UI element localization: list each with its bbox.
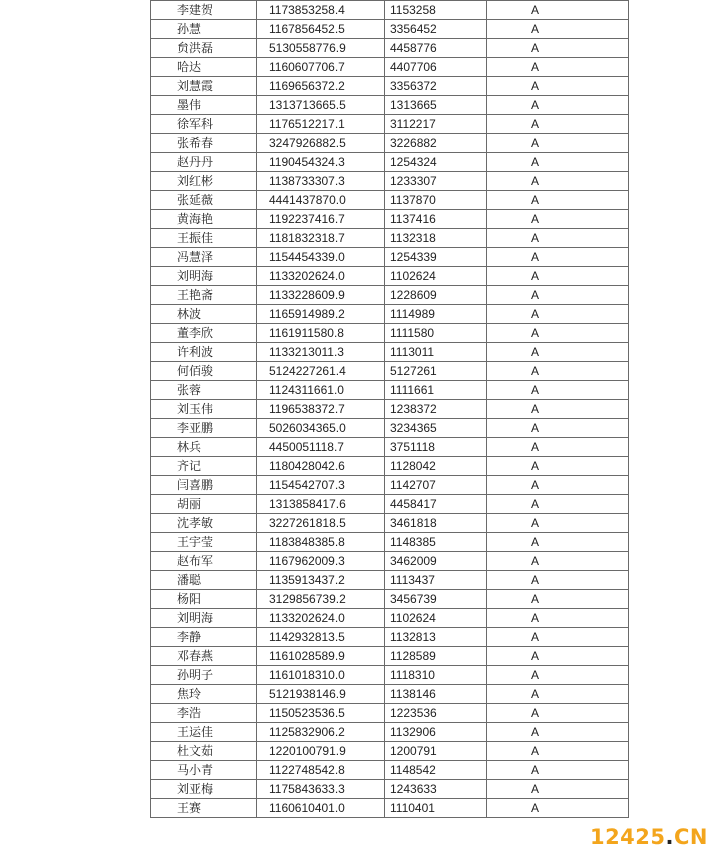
data-sheet bbox=[150, 0, 629, 818]
grade-cell: A bbox=[487, 457, 629, 476]
code-cell: 5127261 bbox=[385, 362, 487, 381]
table-row bbox=[151, 685, 629, 704]
number-cell: 1124311661.0 bbox=[257, 381, 385, 400]
table-row bbox=[151, 153, 629, 172]
name-cell: 林波 bbox=[151, 305, 257, 324]
name-cell: 胡丽 bbox=[151, 495, 257, 514]
grade-cell: A bbox=[487, 153, 629, 172]
code-cell: 1200791 bbox=[385, 742, 487, 761]
number-cell: 1192237416.7 bbox=[257, 210, 385, 229]
name-cell: 焦玲 bbox=[151, 685, 257, 704]
table-row bbox=[151, 305, 629, 324]
name-cell: 张蓉 bbox=[151, 381, 257, 400]
grade-cell: A bbox=[487, 571, 629, 590]
table-row bbox=[151, 666, 629, 685]
table-row bbox=[151, 77, 629, 96]
name-cell: 刘亚梅 bbox=[151, 780, 257, 799]
table-row bbox=[151, 248, 629, 267]
code-cell: 1132318 bbox=[385, 229, 487, 248]
grade-cell: A bbox=[487, 495, 629, 514]
table-row bbox=[151, 742, 629, 761]
number-cell: 5121938146.9 bbox=[257, 685, 385, 704]
grade-cell: A bbox=[487, 1, 629, 20]
roster-table bbox=[150, 0, 629, 818]
table-row bbox=[151, 571, 629, 590]
name-cell: 李建贺 bbox=[151, 1, 257, 20]
number-cell: 1220100791.9 bbox=[257, 742, 385, 761]
table-row bbox=[151, 514, 629, 533]
number-cell: 1160610401.0 bbox=[257, 799, 385, 818]
table-row bbox=[151, 96, 629, 115]
table-row bbox=[151, 438, 629, 457]
watermark-suffix: CN bbox=[674, 825, 708, 849]
name-cell: 杜文茹 bbox=[151, 742, 257, 761]
code-cell: 3461818 bbox=[385, 514, 487, 533]
code-cell: 3751118 bbox=[385, 438, 487, 457]
name-cell: 张延薇 bbox=[151, 191, 257, 210]
table-row bbox=[151, 172, 629, 191]
name-cell: 冯慧泽 bbox=[151, 248, 257, 267]
grade-cell: A bbox=[487, 191, 629, 210]
table-row bbox=[151, 628, 629, 647]
code-cell: 1233307 bbox=[385, 172, 487, 191]
grade-cell: A bbox=[487, 248, 629, 267]
name-cell: 赵丹丹 bbox=[151, 153, 257, 172]
grade-cell: A bbox=[487, 609, 629, 628]
name-cell: 许利波 bbox=[151, 343, 257, 362]
table-row bbox=[151, 229, 629, 248]
grade-cell: A bbox=[487, 210, 629, 229]
name-cell: 刘明海 bbox=[151, 609, 257, 628]
grade-cell: A bbox=[487, 666, 629, 685]
code-cell: 1128042 bbox=[385, 457, 487, 476]
table-row bbox=[151, 609, 629, 628]
code-cell: 1238372 bbox=[385, 400, 487, 419]
table-body bbox=[151, 1, 629, 818]
code-cell: 1254339 bbox=[385, 248, 487, 267]
grade-cell: A bbox=[487, 552, 629, 571]
table-row bbox=[151, 267, 629, 286]
grade-cell: A bbox=[487, 647, 629, 666]
name-cell: 邓春燕 bbox=[151, 647, 257, 666]
grade-cell: A bbox=[487, 58, 629, 77]
grade-cell: A bbox=[487, 438, 629, 457]
number-cell: 1176512217.1 bbox=[257, 115, 385, 134]
name-cell: 赵布军 bbox=[151, 552, 257, 571]
watermark-dot: . bbox=[665, 825, 674, 849]
name-cell: 杨阳 bbox=[151, 590, 257, 609]
name-cell: 李浩 bbox=[151, 704, 257, 723]
code-cell: 1148385 bbox=[385, 533, 487, 552]
table-row bbox=[151, 723, 629, 742]
name-cell: 墨伟 bbox=[151, 96, 257, 115]
name-cell: 孙慧 bbox=[151, 20, 257, 39]
table-row bbox=[151, 286, 629, 305]
code-cell: 1132906 bbox=[385, 723, 487, 742]
name-cell: 闫喜鹏 bbox=[151, 476, 257, 495]
grade-cell: A bbox=[487, 514, 629, 533]
name-cell: 李亚鹏 bbox=[151, 419, 257, 438]
number-cell: 1167856452.5 bbox=[257, 20, 385, 39]
name-cell: 马小青 bbox=[151, 761, 257, 780]
number-cell: 1161911580.8 bbox=[257, 324, 385, 343]
grade-cell: A bbox=[487, 419, 629, 438]
table-row bbox=[151, 476, 629, 495]
number-cell: 5026034365.0 bbox=[257, 419, 385, 438]
number-cell: 1180428042.6 bbox=[257, 457, 385, 476]
code-cell: 1153258 bbox=[385, 1, 487, 20]
name-cell: 董李欣 bbox=[151, 324, 257, 343]
number-cell: 1122748542.8 bbox=[257, 761, 385, 780]
number-cell: 1313858417.6 bbox=[257, 495, 385, 514]
name-cell: 王艳斋 bbox=[151, 286, 257, 305]
code-cell: 1142707 bbox=[385, 476, 487, 495]
number-cell: 1183848385.8 bbox=[257, 533, 385, 552]
table-row bbox=[151, 39, 629, 58]
number-cell: 5130558776.9 bbox=[257, 39, 385, 58]
site-watermark bbox=[590, 825, 708, 849]
code-cell: 1102624 bbox=[385, 267, 487, 286]
name-cell: 李静 bbox=[151, 628, 257, 647]
code-cell: 4458417 bbox=[385, 495, 487, 514]
code-cell: 1137870 bbox=[385, 191, 487, 210]
number-cell: 3247926882.5 bbox=[257, 134, 385, 153]
table-row bbox=[151, 495, 629, 514]
code-cell: 3456739 bbox=[385, 590, 487, 609]
name-cell: 张希春 bbox=[151, 134, 257, 153]
number-cell: 4441437870.0 bbox=[257, 191, 385, 210]
number-cell: 1133228609.9 bbox=[257, 286, 385, 305]
table-row bbox=[151, 343, 629, 362]
code-cell: 1118310 bbox=[385, 666, 487, 685]
table-row bbox=[151, 210, 629, 229]
table-row bbox=[151, 362, 629, 381]
grade-cell: A bbox=[487, 476, 629, 495]
number-cell: 1313713665.5 bbox=[257, 96, 385, 115]
code-cell: 1138146 bbox=[385, 685, 487, 704]
number-cell: 1150523536.5 bbox=[257, 704, 385, 723]
code-cell: 3112217 bbox=[385, 115, 487, 134]
code-cell: 3234365 bbox=[385, 419, 487, 438]
grade-cell: A bbox=[487, 324, 629, 343]
number-cell: 1161018310.0 bbox=[257, 666, 385, 685]
code-cell: 3462009 bbox=[385, 552, 487, 571]
grade-cell: A bbox=[487, 229, 629, 248]
table-row bbox=[151, 134, 629, 153]
code-cell: 4407706 bbox=[385, 58, 487, 77]
table-row bbox=[151, 780, 629, 799]
grade-cell: A bbox=[487, 590, 629, 609]
number-cell: 1169656372.2 bbox=[257, 77, 385, 96]
code-cell: 3226882 bbox=[385, 134, 487, 153]
code-cell: 1102624 bbox=[385, 609, 487, 628]
name-cell: 何佰骏 bbox=[151, 362, 257, 381]
table-row bbox=[151, 704, 629, 723]
table-row bbox=[151, 58, 629, 77]
watermark-prefix: 12425 bbox=[589, 825, 666, 849]
grade-cell: A bbox=[487, 685, 629, 704]
code-cell: 1111580 bbox=[385, 324, 487, 343]
number-cell: 1154542707.3 bbox=[257, 476, 385, 495]
table-row bbox=[151, 324, 629, 343]
code-cell: 1132813 bbox=[385, 628, 487, 647]
code-cell: 1128589 bbox=[385, 647, 487, 666]
number-cell: 3129856739.2 bbox=[257, 590, 385, 609]
code-cell: 3356372 bbox=[385, 77, 487, 96]
number-cell: 1173853258.4 bbox=[257, 1, 385, 20]
name-cell: 潘聪 bbox=[151, 571, 257, 590]
code-cell: 1313665 bbox=[385, 96, 487, 115]
number-cell: 1196538372.7 bbox=[257, 400, 385, 419]
grade-cell: A bbox=[487, 172, 629, 191]
grade-cell: A bbox=[487, 400, 629, 419]
table-row bbox=[151, 115, 629, 134]
name-cell: 贠洪磊 bbox=[151, 39, 257, 58]
code-cell: 1111661 bbox=[385, 381, 487, 400]
table-row bbox=[151, 799, 629, 818]
code-cell: 1114989 bbox=[385, 305, 487, 324]
code-cell: 1243633 bbox=[385, 780, 487, 799]
number-cell: 1138733307.3 bbox=[257, 172, 385, 191]
number-cell: 4450051118.7 bbox=[257, 438, 385, 457]
number-cell: 1142932813.5 bbox=[257, 628, 385, 647]
number-cell: 1154454339.0 bbox=[257, 248, 385, 267]
name-cell: 徐军科 bbox=[151, 115, 257, 134]
grade-cell: A bbox=[487, 77, 629, 96]
code-cell: 1223536 bbox=[385, 704, 487, 723]
name-cell: 王运佳 bbox=[151, 723, 257, 742]
grade-cell: A bbox=[487, 704, 629, 723]
name-cell: 黄海艳 bbox=[151, 210, 257, 229]
table-row bbox=[151, 381, 629, 400]
name-cell: 刘玉伟 bbox=[151, 400, 257, 419]
code-cell: 1228609 bbox=[385, 286, 487, 305]
name-cell: 刘慧霞 bbox=[151, 77, 257, 96]
number-cell: 1133202624.0 bbox=[257, 609, 385, 628]
number-cell: 1175843633.3 bbox=[257, 780, 385, 799]
table-row bbox=[151, 590, 629, 609]
grade-cell: A bbox=[487, 761, 629, 780]
table-row bbox=[151, 191, 629, 210]
number-cell: 3227261818.5 bbox=[257, 514, 385, 533]
name-cell: 林兵 bbox=[151, 438, 257, 457]
name-cell: 刘红彬 bbox=[151, 172, 257, 191]
code-cell: 1113011 bbox=[385, 343, 487, 362]
grade-cell: A bbox=[487, 305, 629, 324]
number-cell: 1133213011.3 bbox=[257, 343, 385, 362]
table-row bbox=[151, 552, 629, 571]
name-cell: 刘明海 bbox=[151, 267, 257, 286]
grade-cell: A bbox=[487, 723, 629, 742]
table-row bbox=[151, 647, 629, 666]
grade-cell: A bbox=[487, 780, 629, 799]
name-cell: 王振佳 bbox=[151, 229, 257, 248]
name-cell: 王赛 bbox=[151, 799, 257, 818]
name-cell: 哈达 bbox=[151, 58, 257, 77]
code-cell: 1254324 bbox=[385, 153, 487, 172]
grade-cell: A bbox=[487, 742, 629, 761]
grade-cell: A bbox=[487, 134, 629, 153]
code-cell: 1148542 bbox=[385, 761, 487, 780]
code-cell: 1110401 bbox=[385, 799, 487, 818]
number-cell: 5124227261.4 bbox=[257, 362, 385, 381]
grade-cell: A bbox=[487, 286, 629, 305]
number-cell: 1160607706.7 bbox=[257, 58, 385, 77]
grade-cell: A bbox=[487, 381, 629, 400]
grade-cell: A bbox=[487, 628, 629, 647]
number-cell: 1190454324.3 bbox=[257, 153, 385, 172]
table-row bbox=[151, 419, 629, 438]
name-cell: 齐记 bbox=[151, 457, 257, 476]
number-cell: 1167962009.3 bbox=[257, 552, 385, 571]
name-cell: 王宇莹 bbox=[151, 533, 257, 552]
table-row bbox=[151, 400, 629, 419]
table-row bbox=[151, 533, 629, 552]
name-cell: 孙明子 bbox=[151, 666, 257, 685]
code-cell: 1113437 bbox=[385, 571, 487, 590]
name-cell: 沈孝敏 bbox=[151, 514, 257, 533]
code-cell: 1137416 bbox=[385, 210, 487, 229]
number-cell: 1161028589.9 bbox=[257, 647, 385, 666]
grade-cell: A bbox=[487, 533, 629, 552]
number-cell: 1133202624.0 bbox=[257, 267, 385, 286]
table-row bbox=[151, 1, 629, 20]
code-cell: 4458776 bbox=[385, 39, 487, 58]
grade-cell: A bbox=[487, 267, 629, 286]
grade-cell: A bbox=[487, 799, 629, 818]
grade-cell: A bbox=[487, 115, 629, 134]
grade-cell: A bbox=[487, 96, 629, 115]
table-row bbox=[151, 457, 629, 476]
table-row bbox=[151, 20, 629, 39]
number-cell: 1125832906.2 bbox=[257, 723, 385, 742]
grade-cell: A bbox=[487, 343, 629, 362]
number-cell: 1165914989.2 bbox=[257, 305, 385, 324]
grade-cell: A bbox=[487, 20, 629, 39]
number-cell: 1135913437.2 bbox=[257, 571, 385, 590]
code-cell: 3356452 bbox=[385, 20, 487, 39]
table-row bbox=[151, 761, 629, 780]
number-cell: 1181832318.7 bbox=[257, 229, 385, 248]
grade-cell: A bbox=[487, 39, 629, 58]
grade-cell: A bbox=[487, 362, 629, 381]
